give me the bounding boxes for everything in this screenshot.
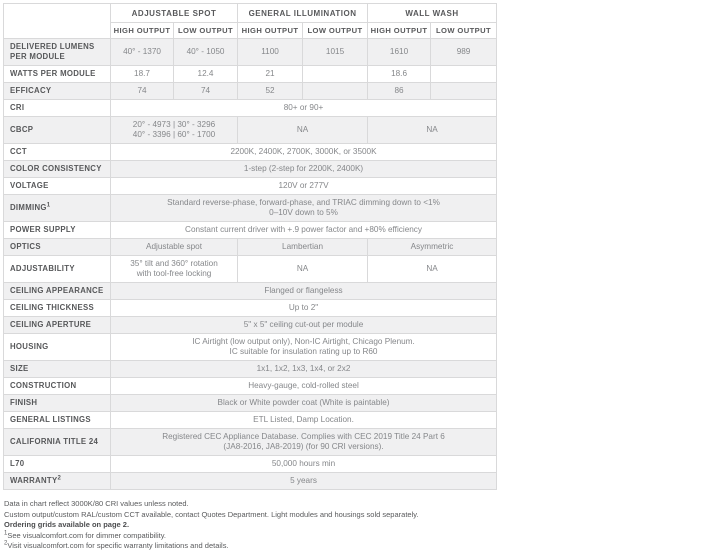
- cell-value: 5" x 5" ceiling cut-out per module: [111, 317, 497, 334]
- table-row: [4, 395, 497, 412]
- cell-value: Heavy-gauge, cold-rolled steel: [111, 378, 497, 395]
- table-row: [4, 283, 497, 300]
- row-label: CCT: [4, 144, 111, 161]
- row-label: WATTS PER MODULE: [4, 66, 111, 83]
- cell-value: Black or White powder coat (White is paintable): [111, 395, 497, 412]
- cell-value: 80+ or 90+: [111, 100, 497, 117]
- output-level-header: HIGH OUTPUT: [111, 23, 174, 39]
- row-label: CONSTRUCTION: [4, 378, 111, 395]
- table-row: [4, 100, 497, 117]
- cell-value: NA: [368, 256, 497, 283]
- cell-value: 18.6: [368, 66, 431, 83]
- spec-table-body: [4, 39, 497, 490]
- footnote-line: [4, 520, 694, 531]
- row-label: POWER SUPPLY: [4, 222, 111, 239]
- cell-value: Adjustable spot: [111, 239, 238, 256]
- table-row: [4, 361, 497, 378]
- table-row: [4, 378, 497, 395]
- footnote-line: [4, 541, 694, 552]
- spec-table: [3, 3, 497, 490]
- table-row: [4, 195, 497, 222]
- column-group-header: ADJUSTABLE SPOT: [111, 4, 238, 23]
- row-label: CEILING APERTURE: [4, 317, 111, 334]
- corner-cell: [4, 4, 111, 39]
- cell-value: 50,000 hours min: [111, 456, 497, 473]
- row-label: CALIFORNIA TITLE 24: [4, 429, 111, 456]
- row-label: HOUSING: [4, 334, 111, 361]
- table-row: [4, 239, 497, 256]
- row-label: VOLTAGE: [4, 178, 111, 195]
- row-label: FINISH: [4, 395, 111, 412]
- header-row-groups: [4, 4, 497, 23]
- cell-value: Lambertian: [238, 239, 368, 256]
- cell-value: ETL Listed, Damp Location.: [111, 412, 497, 429]
- footnote-text: Visit visualcomfort.com for specific warranty limitations and details.: [7, 541, 229, 551]
- cell-value: 1610: [368, 39, 431, 66]
- row-label: CRI: [4, 100, 111, 117]
- table-row: [4, 429, 497, 456]
- cell-value: 18.7: [111, 66, 174, 83]
- footnote-marker: 2: [4, 540, 8, 547]
- table-row: [4, 300, 497, 317]
- table-row: [4, 456, 497, 473]
- footnote-marker: 1: [4, 530, 8, 537]
- spec-table-header: [4, 4, 497, 39]
- cell-value: 52: [238, 83, 303, 100]
- cell-value: IC Airtight (low output only), Non-IC Airtight, Chicago Plenum. IC suitable for insulation rating up to R60: [111, 334, 497, 361]
- row-label: DIMMING$^1$: [4, 195, 111, 222]
- footnote-line: [4, 510, 694, 521]
- row-label: OPTICS: [4, 239, 111, 256]
- table-row: [4, 117, 497, 144]
- cell-value: [431, 83, 497, 100]
- cell-value: Asymmetric: [368, 239, 497, 256]
- row-label: CBCP: [4, 117, 111, 144]
- cell-value: 86: [368, 83, 431, 100]
- cell-value: 1-step (2-step for 2200K, 2400K): [111, 161, 497, 178]
- footnote-text: See visualcomfort.com for dimmer compatibility.: [7, 530, 167, 540]
- cell-value: Constant current driver with +.9 power factor and +80% efficiency: [111, 222, 497, 239]
- cell-value: Standard reverse-phase, forward-phase, and TRIAC dimming down to <1% 0–10V down to 5%: [111, 195, 497, 222]
- table-row: [4, 83, 497, 100]
- row-label: L70: [4, 456, 111, 473]
- footnote-marker: 1: [46, 202, 51, 209]
- cell-value: 1100: [238, 39, 303, 66]
- cell-value: 12.4: [174, 66, 238, 83]
- output-level-header: LOW OUTPUT: [174, 23, 238, 39]
- cell-value: [431, 66, 497, 83]
- cell-value: 1x1, 1x2, 1x3, 1x4, or 2x2: [111, 361, 497, 378]
- column-group-header: WALL WASH: [368, 4, 497, 23]
- column-group-header: GENERAL ILLUMINATION: [238, 4, 368, 23]
- cell-value: 40° - 1370: [111, 39, 174, 66]
- cell-value: 1015: [303, 39, 368, 66]
- footnote-line: [4, 531, 694, 542]
- cell-value: 35° tilt and 360° rotation with tool-free locking: [111, 256, 238, 283]
- table-row: [4, 222, 497, 239]
- row-label: COLOR CONSISTENCY: [4, 161, 111, 178]
- cell-value: 120V or 277V: [111, 178, 497, 195]
- cell-value: NA: [238, 256, 368, 283]
- table-row: [4, 412, 497, 429]
- cell-value: 2200K, 2400K, 2700K, 3000K, or 3500K: [111, 144, 497, 161]
- cell-value: NA: [368, 117, 497, 144]
- cell-value: 40° - 1050: [174, 39, 238, 66]
- footnote-text: Data in chart reflect 3000K/80 CRI values unless noted.: [4, 499, 189, 508]
- spec-table-container: [3, 3, 497, 490]
- table-row: [4, 144, 497, 161]
- row-label: CEILING THICKNESS: [4, 300, 111, 317]
- table-row: [4, 473, 497, 490]
- footnote-marker: 2: [57, 475, 62, 482]
- cell-value: [303, 83, 368, 100]
- footnote-text: Ordering grids available on page 2.: [4, 520, 130, 530]
- footnotes: [4, 499, 694, 552]
- output-level-header: HIGH OUTPUT: [238, 23, 303, 39]
- output-level-header: HIGH OUTPUT: [368, 23, 431, 39]
- footnote-text: Custom output/custom RAL/custom CCT available, contact Quotes Department. Light modules and housings sold separately.: [4, 509, 419, 519]
- cell-value: 5 years: [111, 473, 497, 490]
- row-label: DELIVERED LUMENS PER MODULE: [4, 39, 111, 66]
- table-row: [4, 334, 497, 361]
- cell-value: 74: [174, 83, 238, 100]
- cell-value: 21: [238, 66, 303, 83]
- table-row: [4, 66, 497, 83]
- cell-value: Registered CEC Appliance Database. Complies with CEC 2019 Title 24 Part 6 (JA8-2016, JA8-2019) (for 90 CRI versions).: [111, 429, 497, 456]
- row-label: GENERAL LISTINGS: [4, 412, 111, 429]
- table-row: [4, 39, 497, 66]
- table-row: [4, 317, 497, 334]
- footnote-line: [4, 499, 694, 510]
- row-label: ADJUSTABILITY: [4, 256, 111, 283]
- output-level-header: LOW OUTPUT: [431, 23, 497, 39]
- cell-value: Flanged or flangeless: [111, 283, 497, 300]
- table-row: [4, 256, 497, 283]
- cell-value: 20° - 4973 | 30° - 3296 40° - 3396 | 60° - 1700: [111, 117, 238, 144]
- cell-value: Up to 2": [111, 300, 497, 317]
- cell-value: 74: [111, 83, 174, 100]
- cell-value: NA: [238, 117, 368, 144]
- cell-value: [303, 66, 368, 83]
- row-label: SIZE: [4, 361, 111, 378]
- output-level-header: LOW OUTPUT: [303, 23, 368, 39]
- row-label: CEILING APPEARANCE: [4, 283, 111, 300]
- row-label: WARRANTY$^2$: [4, 473, 111, 490]
- row-label: EFFICACY: [4, 83, 111, 100]
- cell-value: 989: [431, 39, 497, 66]
- table-row: [4, 178, 497, 195]
- table-row: [4, 161, 497, 178]
